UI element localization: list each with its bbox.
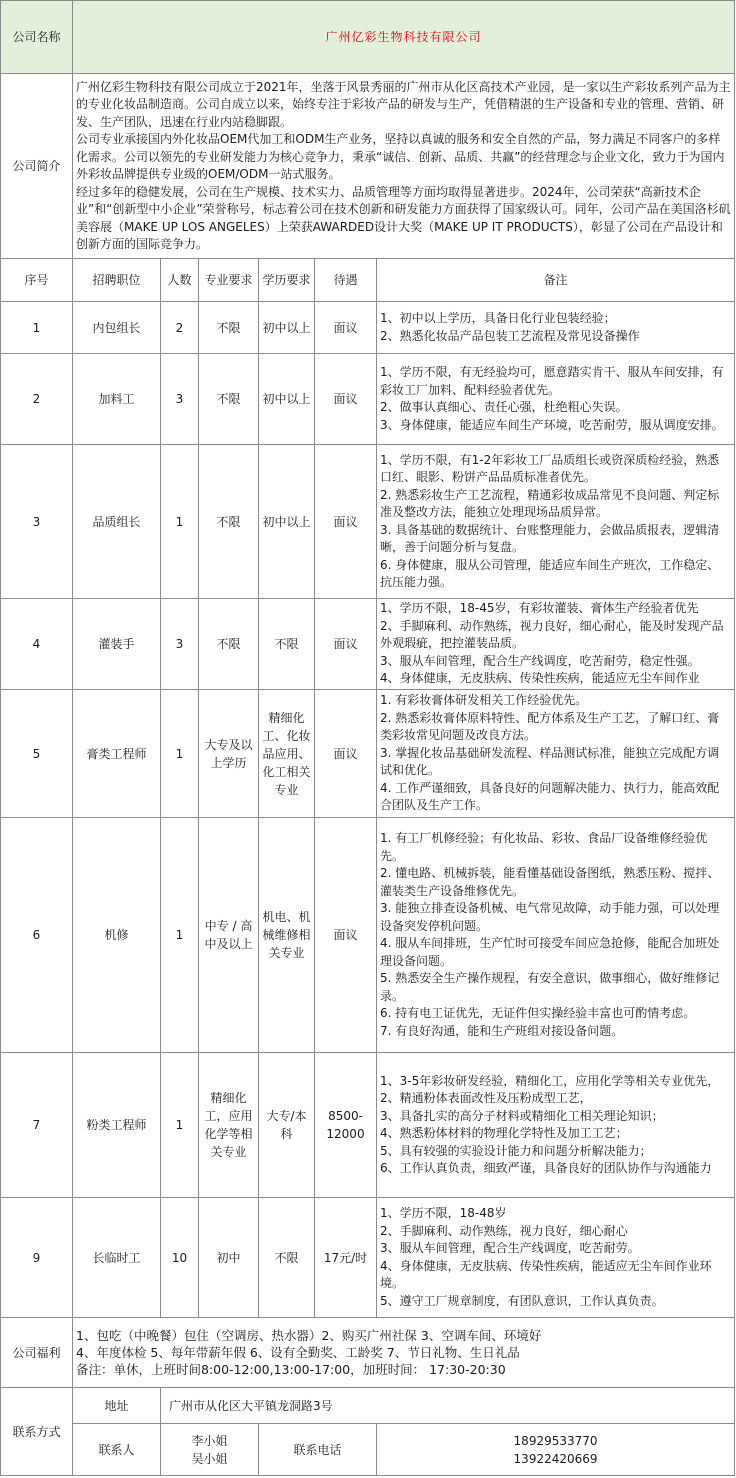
intro-paragraph: 广州亿彩生物科技有限公司成立于2021年，坐落于风景秀丽的广州市从化区高技术产业园，是一家以生产彩妆系列产品为主的专业化妆品制造商。公司自成立以来，始终专注于彩妆产品的研发与生产，凭借精湛的生产设备和专业的管理、营销、研发、生产团队，迅速在行业内站稳脚跟。 <box>76 79 731 129</box>
row-notes <box>377 1053 735 1198</box>
note-line: 5、遵守工厂规章制度，有团队意识，工作认真负责。 <box>380 1293 664 1308</box>
table-row <box>1 599 735 690</box>
note-line: 4. 工作严谨细致，具备良好的问题解决能力、执行力，能高效配合团队及生产工作。 <box>380 780 720 813</box>
note-line: 3、服从车间管理，配合生产线调度，吃苦耐劳，稳定性强。 <box>380 653 700 668</box>
row-count: 1 <box>161 1053 199 1198</box>
header-major: 专业要求 <box>199 259 259 302</box>
table-row <box>1 818 735 1053</box>
contact-person: 吴小姐 <box>191 1451 228 1466</box>
row-major: 不限 <box>199 445 259 599</box>
table-row <box>1 445 735 599</box>
row-notes <box>377 599 735 690</box>
company-name: 广州亿彩生物科技有限公司 <box>73 1 735 74</box>
welfare-label: 公司福利 <box>1 1318 73 1388</box>
row-major: 初中 <box>199 1198 259 1318</box>
row-no: 1 <box>1 302 73 354</box>
table-row <box>1 302 735 354</box>
welfare-content <box>73 1318 735 1388</box>
note-line: 3、服从车间管理，配合生产线调度，吃苦耐劳。 <box>380 1241 640 1255</box>
contact-phone-numbers <box>377 1424 735 1476</box>
welfare-line: 4、年度体检 5、每年带薪年假 6、设有全勤奖、工龄奖 7、节日礼物、生日礼品 <box>76 1345 520 1360</box>
table-header-row <box>1 259 735 302</box>
note-line: 5. 熟悉安全生产操作规程，有安全意识，做事细心，做好维修记录。 <box>380 971 720 1003</box>
note-line: 1. 有彩妆膏体研发相关工作经验优先。 <box>380 693 588 708</box>
row-pay: 面议 <box>315 599 377 690</box>
row-position: 机修 <box>73 818 161 1053</box>
table-row <box>1 1053 735 1198</box>
row-pay: 8500-12000 <box>315 1053 377 1198</box>
row-education: 初中以上 <box>259 354 315 445</box>
row-count: 1 <box>161 690 199 818</box>
note-line: 2、手脚麻利、动作熟练，视力良好，细心耐心 <box>380 1223 628 1238</box>
row-no: 4 <box>1 599 73 690</box>
note-line: 3. 能独立排查设备机械、电气常见故障，动手能力强，可以处理设备突发停机问题。 <box>380 901 720 933</box>
company-intro-row <box>1 74 735 259</box>
row-notes <box>377 302 735 354</box>
company-name-row <box>1 1 735 74</box>
intro-paragraph: 公司专业承接国内外化妆品OEM代加工和ODM生产业务，坚持以真诚的服务和安全自然的产品，努力满足不同客户的多样化需求。公司以领先的专业研发能力为核心竞争力，秉承“诚信、创新、品质、共赢”的经营理念与企业文化，致力于为国内外彩妆品牌提供专业级的OEM/ODM一站式服务。 <box>76 132 725 181</box>
note-line: 2、做事认真细心、责任心强，杜绝粗心失误。 <box>380 400 628 414</box>
row-position: 内包组长 <box>73 302 161 354</box>
row-education: 初中以上 <box>259 302 315 354</box>
note-line: 3、身体健康，能适应车间生产环境，吃苦耐劳，服从调度安排。 <box>380 417 724 432</box>
row-pay: 面议 <box>315 354 377 445</box>
note-line: 1、学历不限，有无经验均可，愿意踏实肯干、服从车间安排，有彩妆工厂加料、配料经验者优先。 <box>380 365 724 397</box>
note-line: 1、3-5年彩妆研发经验，精细化工，应用化学等相关专业优先， <box>380 1073 720 1088</box>
row-count: 3 <box>161 599 199 690</box>
header-notes: 备注 <box>377 259 735 302</box>
note-line: 6. 身体健康，服从公司管理，能适应车间生产班次，工作稳定、抗压能力强。 <box>380 557 720 589</box>
row-education: 机电、机械维修相关专业 <box>259 818 315 1053</box>
note-line: 4、身体健康，无皮肤病、传染性疾病，能适应无尘车间作业环境。 <box>380 1258 712 1290</box>
address-row <box>1 1388 735 1424</box>
note-line: 2、熟悉化妆品产品包装工艺流程及常见设备操作 <box>380 328 640 343</box>
contact-label: 联系方式 <box>1 1388 73 1476</box>
row-major: 大专及以上学历 <box>199 690 259 818</box>
note-line: 2. 熟悉彩妆膏体原料特性、配方体系及生产工艺，了解口红、膏类彩妆常见问题及改良方法。 <box>380 710 720 743</box>
note-line: 3、具备扎实的高分子材料或精细化工相关理论知识； <box>380 1108 664 1123</box>
company-intro <box>73 74 735 259</box>
row-major: 精细化工，应用化学等相关专业 <box>199 1053 259 1198</box>
row-notes <box>377 354 735 445</box>
row-education: 初中以上 <box>259 445 315 599</box>
table-row <box>1 354 735 445</box>
header-no: 序号 <box>1 259 73 302</box>
row-notes <box>377 818 735 1053</box>
note-line: 1、学历不限，18-45岁，有彩妆灌装、膏体生产经验者优先 <box>380 601 699 616</box>
header-education: 学历要求 <box>259 259 315 302</box>
note-line: 1、初中以上学历，具备日化行业包装经验； <box>380 311 616 325</box>
note-line: 1、学历不限，有1-2年彩妆工厂品质组长或资深质检经验，熟悉口红、眼影、粉饼产品品质标准者优先。 <box>380 452 720 484</box>
row-major: 不限 <box>199 599 259 690</box>
table-row <box>1 1198 735 1318</box>
row-no: 3 <box>1 445 73 599</box>
row-notes <box>377 1198 735 1318</box>
row-no: 7 <box>1 1053 73 1198</box>
row-position: 灌装手 <box>73 599 161 690</box>
welfare-line: 备注：单休，上班时间8:00-12:00,13:00-17:00，加班时间： 17:30-20:30 <box>76 1362 506 1377</box>
row-notes <box>377 445 735 599</box>
row-count: 1 <box>161 818 199 1053</box>
row-pay: 面议 <box>315 818 377 1053</box>
contact-phone: 18929533770 <box>513 1433 598 1448</box>
note-line: 2、精通粉体表面改性及压粉成型工艺， <box>380 1091 592 1105</box>
row-pay: 面议 <box>315 302 377 354</box>
contact-person-row <box>1 1424 735 1476</box>
note-line: 2、手脚麻利、动作熟练，视力良好，细心耐心，能及时发现产品外观瑕疵，把控灌装品质。 <box>380 618 724 651</box>
note-line: 4. 服从车间排班，生产忙时可接受车间应急抢修，能配合加班处理设备问题。 <box>380 936 720 968</box>
note-line: 6、工作认真负责，细致严谨，具备良好的团队协作与沟通能力 <box>380 1161 712 1175</box>
row-no: 6 <box>1 818 73 1053</box>
row-education: 大专/本科 <box>259 1053 315 1198</box>
row-notes <box>377 690 735 818</box>
contact-phone-label: 联系电话 <box>259 1424 377 1476</box>
header-count: 人数 <box>161 259 199 302</box>
address-value: 广州市从化区大平镇龙洞路3号 <box>161 1388 735 1424</box>
row-no: 9 <box>1 1198 73 1318</box>
row-major: 不限 <box>199 302 259 354</box>
row-pay: 面议 <box>315 445 377 599</box>
header-pay: 待遇 <box>315 259 377 302</box>
row-position: 膏类工程师 <box>73 690 161 818</box>
contact-person-names <box>161 1424 259 1476</box>
note-line: 3. 掌握化妆品基础研发流程、样品测试标准，能独立完成配方调试和优化。 <box>380 745 720 778</box>
table-row <box>1 690 735 818</box>
note-line: 4、身体健康，无皮肤病、传染性疾病，能适应无尘车间作业 <box>380 671 700 686</box>
note-line: 2. 熟悉彩妆生产工艺流程，精通彩妆成品常见不良问题、判定标准及整改方法，能独立处理现场品质异常。 <box>380 487 720 519</box>
row-position: 品质组长 <box>73 445 161 599</box>
row-major: 不限 <box>199 354 259 445</box>
row-position: 加料工 <box>73 354 161 445</box>
row-pay: 面议 <box>315 690 377 818</box>
note-line: 3. 具备基础的数据统计、台账整理能力，会做品质报表，逻辑清晰，善于问题分析与复盘。 <box>380 522 720 554</box>
header-position: 招聘职位 <box>73 259 161 302</box>
row-count: 10 <box>161 1198 199 1318</box>
company-intro-label: 公司简介 <box>1 74 73 259</box>
note-line: 5、具有较强的实验设计能力和问题分析解决能力； <box>380 1143 652 1158</box>
row-major: 中专 / 高中及以上 <box>199 818 259 1053</box>
row-education: 精细化工、化妆品应用、化工相关专业 <box>259 690 315 818</box>
address-label: 地址 <box>73 1388 161 1424</box>
note-line: 4、熟悉粉体材料的物理化学特性及加工工艺； <box>380 1126 628 1140</box>
welfare-row <box>1 1318 735 1388</box>
intro-paragraph: 经过多年的稳健发展，公司在生产规模、技术实力、品质管理等方面均取得显著进步。2024年，公司荣获“高新技术企业”和“创新型中小企业”荣誉称号，标志着公司在技术创新和研发能力方面获得了国家级认可。同年，公司产品在美国洛杉矶美容展（MAKE UP LOS ANGELES）上荣获AWARDED设计大奖（MAKE UP IT PRODUCTS），彰显了公司在产品设计和创新方面的国际竞争力。 <box>76 184 731 251</box>
note-line: 1. 有工厂机修经验；有化妆品、彩妆、食品厂设备维修经验优先。 <box>380 831 708 863</box>
row-no: 2 <box>1 354 73 445</box>
company-name-label: 公司名称 <box>1 1 73 74</box>
note-line: 1、学历不限，18-48岁 <box>380 1206 507 1220</box>
note-line: 7. 有良好沟通，能和生产班组对接设备问题。 <box>380 1023 624 1038</box>
row-education: 不限 <box>259 599 315 690</box>
row-position: 粉类工程师 <box>73 1053 161 1198</box>
contact-person-label: 联系人 <box>73 1424 161 1476</box>
row-education: 不限 <box>259 1198 315 1318</box>
contact-phone: 13922420669 <box>513 1451 598 1466</box>
row-count: 2 <box>161 302 199 354</box>
row-no: 5 <box>1 690 73 818</box>
note-line: 2. 懂电路、机械拆装，能看懂基础设备图纸，熟悉压粉、搅拌、灌装类生产设备维修优先。 <box>380 866 720 898</box>
welfare-line: 1、包吃（中晚餐）包住（空调房、热水器）2、购买广州社保 3、空调车间、环境好 <box>76 1328 542 1343</box>
row-count: 3 <box>161 354 199 445</box>
row-position: 长临时工 <box>73 1198 161 1318</box>
contact-person: 李小姐 <box>191 1433 228 1448</box>
note-line: 6. 持有电工证优先，无证件但实操经验丰富也可酌情考虑。 <box>380 1006 696 1020</box>
row-pay: 17元/时 <box>315 1198 377 1318</box>
row-count: 1 <box>161 445 199 599</box>
